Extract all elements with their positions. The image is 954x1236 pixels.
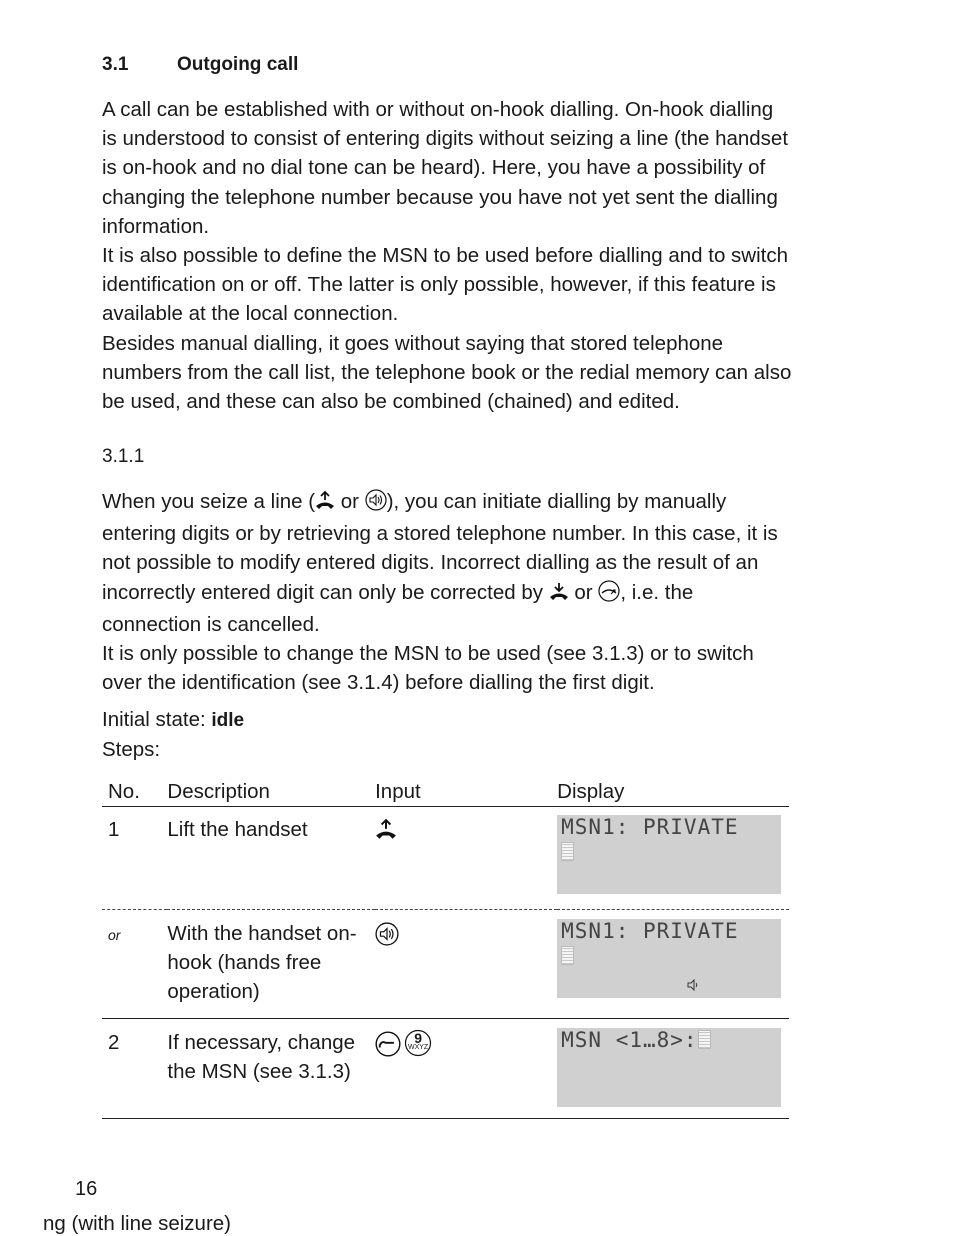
intro-text [102,95,792,416]
steps-table [102,777,789,1119]
step-display [557,807,789,910]
digit-key-9 [401,1028,435,1058]
header-no: No. [102,777,167,807]
step-number: 2 [102,1019,167,1119]
body-paragraph-2: It is only possible to change the MSN to be used (see 3.1.3) or to switch over the identification (see 3.1.4) before dialling the first digit. [102,642,754,695]
body-text-part: or [568,580,599,604]
header-display: Display [557,777,789,807]
lcd-display [557,815,781,894]
lcd-line-1: MSN1: PRIVATE [561,919,739,943]
body-text [102,487,792,697]
lcd-cursor [561,946,574,965]
lcd-display [557,919,781,998]
digit-key-sub-label: WXYZ [407,1044,429,1051]
step-input [375,1019,557,1119]
section-heading [102,54,298,76]
steps-label: Steps: [102,738,161,761]
header-description: Description [167,777,375,807]
step-display [557,910,789,1019]
table-row [102,1019,789,1119]
intro-paragraph-1: A call can be established with or without on-hook dialling. On-hook dialling is understood to consist of entering digits without seizing a line (the handset is on-hook and no dial tone can be heard). Here, you have a possibility of changing the telephone number because you have not yet sent the dialling information. [102,98,789,238]
step-input [375,807,557,910]
page-number: 16 [75,1178,98,1200]
table-row [102,807,789,910]
body-text-part: When you seize a line ( [102,490,316,513]
step-description: If necessary, change the MSN (see 3.1.3) [167,1019,375,1119]
subsection-number: 3.1.1 [102,446,145,467]
step-display [557,1019,789,1119]
digit-key-label: 9 [414,1030,422,1046]
lcd-cursor [561,842,574,861]
lcd-line-1: MSN <1…8>: [561,1028,698,1052]
initial-state-block [102,705,244,764]
header-input: Input [375,777,557,807]
lcd-line-1: MSN1: PRIVATE [561,815,739,839]
initial-state-value: idle [211,710,245,731]
handset-down-icon [549,581,569,610]
running-title: ng (with line seizure) [43,1212,231,1235]
initial-state-label: Initial state: [102,708,212,731]
intro-paragraph-3: Besides manual dialling, it goes without saying that stored telephone numbers from the call list, the telephone book or the redial memory can also be used, and these can also be combined (chained) and edited. [102,331,792,414]
body-text-part: , i.e. the connection is cancelled. [102,580,694,636]
body-paragraph-1 [102,487,792,639]
lcd-display [557,1028,781,1107]
step-or-label: or [108,927,121,943]
function-key-icon [375,1039,401,1062]
intro-paragraph-2: It is also possible to define the MSN to be used before dialling and to switch identification on or off. The latter is only possible, however, if this feature is available at the local connection. [102,244,789,326]
section-number: 3.1 [102,54,129,75]
step-description: Lift the handset [167,807,375,910]
table-row [102,910,789,1019]
step-number: 1 [102,807,167,910]
body-text-part: or [335,490,365,513]
handset-lift-icon [315,490,335,519]
speaker-small-icon [687,975,699,1000]
speaker-icon [375,928,399,951]
body-text-part: ), you can initiate dialling by manually entering digits or by retrieving a stored telephone number. In this case, it is not possible to modify entered digits. Incorrect dialling as the result of an incorrectly entered digit can only be corrected by [102,490,778,604]
handset-lift-icon [375,823,397,846]
step-input [375,910,557,1019]
step-description: With the handset on-hook (hands free operation) [167,910,375,1019]
lcd-cursor [698,1030,711,1049]
table-header-row [102,777,789,807]
section-title: Outgoing call [177,54,299,75]
hangup-key-icon [598,580,620,610]
speaker-icon [365,489,387,519]
